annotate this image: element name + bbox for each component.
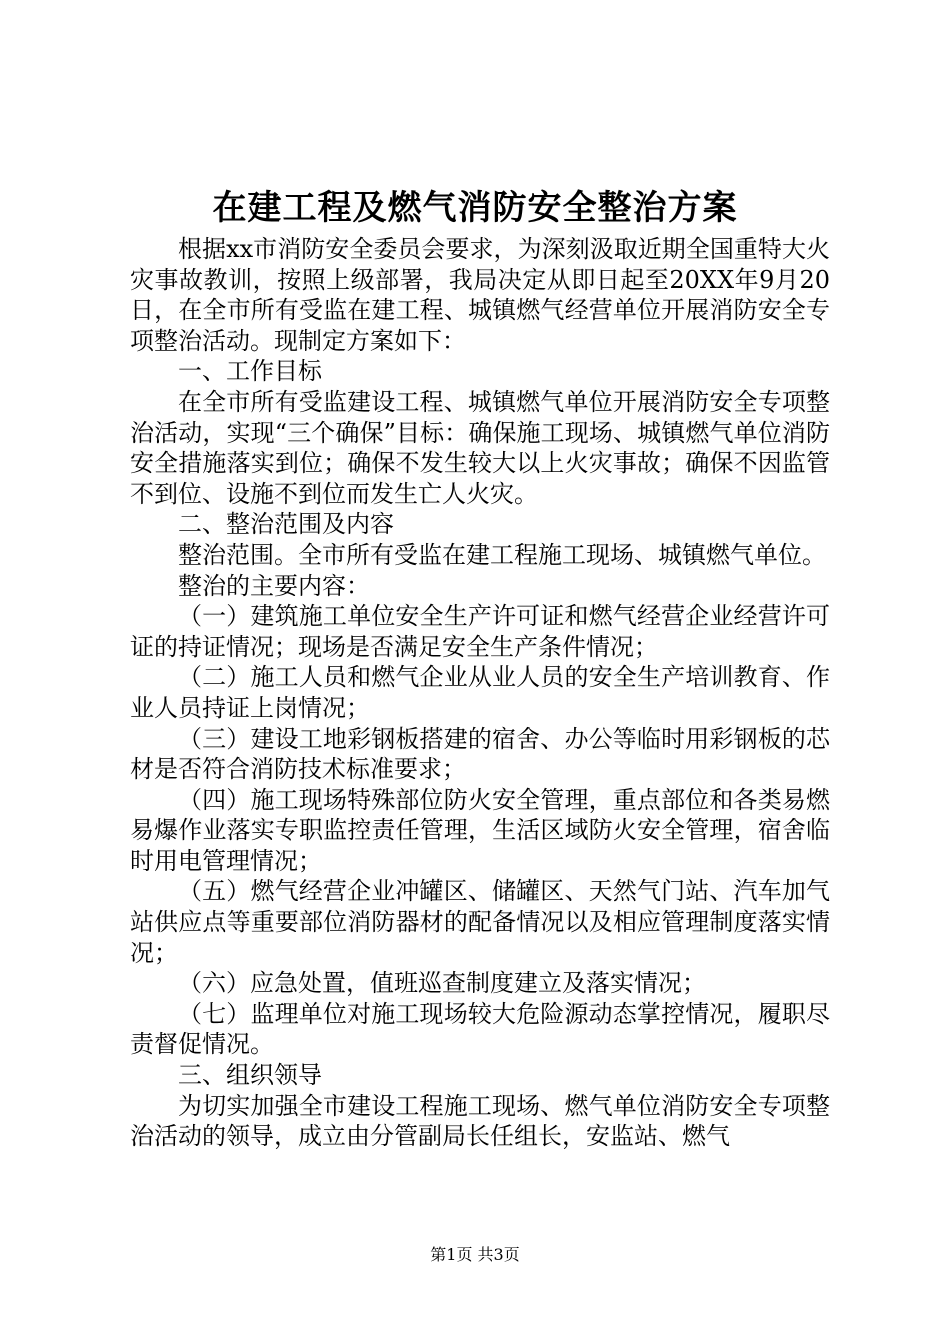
document-body (130, 234, 830, 1152)
heading-work-goal: 一、工作目标 (178, 357, 322, 386)
list-item-7: （七）监理单位对施工现场较大危险源动态掌控情况，履职尽责督促情况。 (130, 999, 830, 1059)
document-title: 在建工程及燃气消防安全整治方案 (212, 188, 738, 228)
list-item-2: （二）施工人员和燃气企业从业人员的安全生产培训教育、作业人员持证上岗情况； (130, 663, 830, 722)
page-footer: 第1页 共3页 (430, 1245, 520, 1264)
list-item-3: （三）建设工地彩钢板搭建的宿舍、办公等临时用彩钢板的芯材是否符合消防技术标准要求； (130, 724, 830, 784)
paragraph-scope: 整治范围。全市所有受监在建工程施工现场、城镇燃气单位。 (178, 540, 826, 569)
paragraph-main-content: 整治的主要内容： (178, 571, 370, 600)
heading-organization: 三、组织领导 (178, 1061, 322, 1090)
paragraph-goal: 在全市所有受监建设工程、城镇燃气单位开展消防安全专项整治活动，实现“三个确保”目标：确保施工现场、城镇燃气单位消防安全措施落实到位；确保不发生较大以上火灾事故；确保不因监管不到位、设施不到位而发生亡人火灾。 (130, 387, 830, 508)
heading-scope-content: 二、整治范围及内容 (178, 510, 394, 539)
list-item-6: （六）应急处置，值班巡查制度建立及落实情况； (178, 969, 706, 998)
paragraph-intro: 根据xx市消防安全委员会要求，为深刻汲取近期全国重特大火灾事故教训，按照上级部署，我局决定从即日起至20XX年9月20日，在全市所有受监在建工程、城镇燃气经营单位开展消防安全专项整治活动。现制定方案如下： (130, 235, 830, 355)
list-item-1: （一）建筑施工单位安全生产许可证和燃气经营企业经营许可证的持证情况；现场是否满足安全生产条件情况； (130, 602, 830, 661)
list-item-4: （四）施工现场特殊部位防火安全管理，重点部位和各类易燃易爆作业落实专职监控责任管理，生活区域防火安全管理，宿舍临时用电管理情况； (130, 785, 830, 875)
paragraph-organization: 为切实加强全市建设工程施工现场、燃气单位消防安全专项整治活动的领导，成立由分管副局长任组长，安监站、燃气 (130, 1091, 830, 1151)
list-item-5: （五）燃气经营企业冲罐区、储罐区、天然气门站、汽车加气站供应点等重要部位消防器材的配备情况以及相应管理制度落实情况； (130, 877, 830, 967)
